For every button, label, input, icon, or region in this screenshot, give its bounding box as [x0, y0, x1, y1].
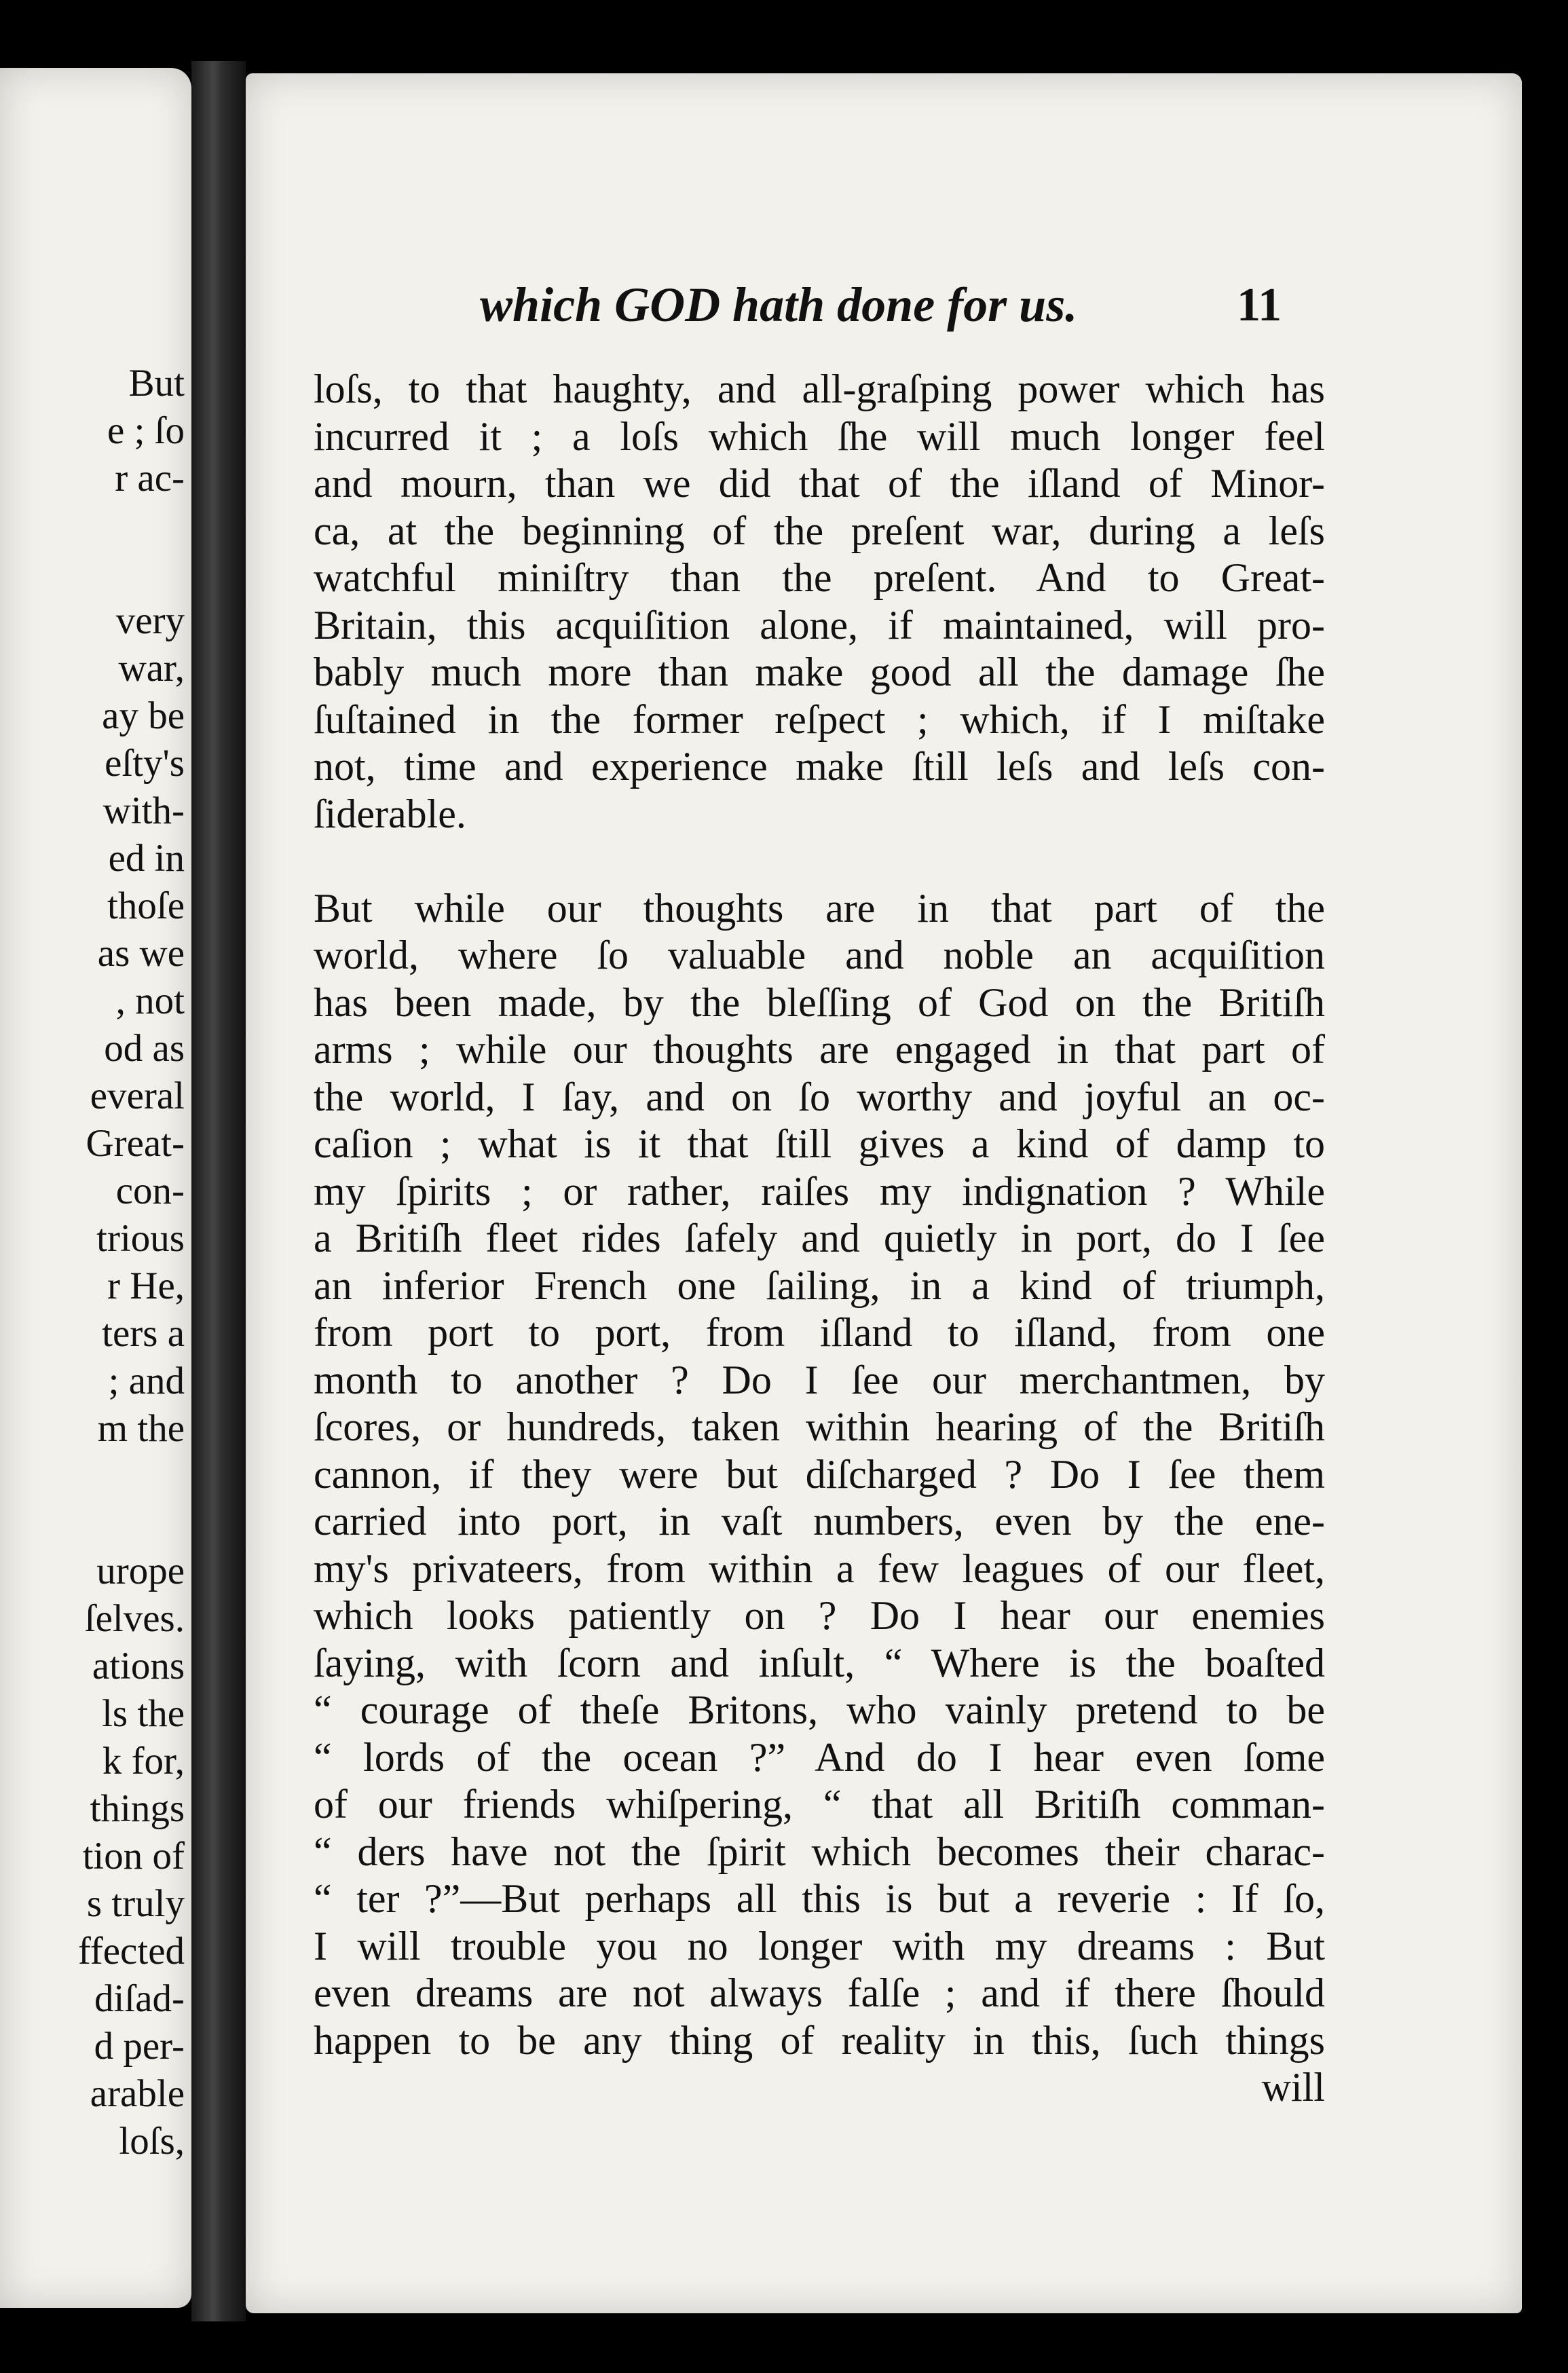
body-text-line: “ courage of theſe Britons, who vainly pretend to be: [314, 1687, 1325, 1732]
left-page-line: ters a: [102, 1312, 185, 1355]
body-text-line: will: [1261, 2065, 1325, 2110]
left-page-line: ay be: [102, 694, 185, 737]
left-page-line: tion of: [82, 1835, 185, 1877]
body-text-line: watchful miniſtry than the preſent. And to Great-: [314, 555, 1325, 600]
body-text-line: and mourn, than we did that of the iſland of Minor-: [314, 461, 1325, 506]
body-text-line: month to another ? Do I ſee our merchantmen, by: [314, 1357, 1325, 1402]
left-page-line: war,: [118, 647, 185, 690]
body-text-line: I will trouble you no longer with my dreams : But: [314, 1923, 1325, 1968]
body-text-line: ſaying, with ſcorn and inſult, “ Where is the boaſted: [314, 1640, 1325, 1685]
body-text-line: my's privateers, from within a few leagues of our fleet,: [314, 1546, 1325, 1591]
body-text-line: from port to port, from iſland to iſland, from one: [314, 1310, 1325, 1355]
left-page-line: loſs,: [119, 2120, 185, 2163]
left-page-line: things: [90, 1787, 185, 1830]
body-text-line: “ ders have not the ſpirit which becomes their charac-: [314, 1829, 1325, 1874]
body-text-line: my ſpirits ; or rather, raiſes my indignation ? While: [314, 1168, 1325, 1214]
left-page-line: od as: [104, 1027, 185, 1070]
left-page: [0, 68, 191, 2308]
book-gutter: [191, 61, 246, 2321]
body-text-line: caſion ; what is it that ſtill gives a kind of damp to: [314, 1121, 1325, 1166]
left-page-line: ls the: [102, 1692, 185, 1735]
left-page-line: d per-: [94, 2025, 185, 2068]
left-page-line: ; and: [108, 1360, 185, 1402]
left-page-line: arable: [90, 2072, 185, 2115]
body-text-line: the world, I ſay, and on ſo worthy and joyful an oc-: [314, 1074, 1325, 1119]
left-page-line: ations: [92, 1645, 185, 1687]
body-text-line: happen to be any thing of reality in this, ſuch things: [314, 2017, 1325, 2063]
left-page-line: , not: [115, 979, 185, 1022]
left-page-line: s truly: [86, 1882, 185, 1925]
left-page-line: m the: [97, 1407, 185, 1450]
body-text-line: an inferior French one ſailing, in a kind of triumph,: [314, 1263, 1325, 1308]
right-page: [246, 73, 1522, 2313]
body-text-line: “ lords of the ocean ?” And do I hear even ſome: [314, 1734, 1325, 1780]
body-text-line: But while our thoughts are in that part of the: [314, 885, 1325, 931]
body-text-line: has been made, by the bleſſing of God on the Britiſh: [314, 979, 1325, 1025]
left-page-line: very: [115, 599, 185, 642]
body-text-line: which looks patiently on ? Do I hear our enemies: [314, 1593, 1325, 1638]
body-text-line: a Britiſh fleet rides ſafely and quietly in port, do I ſee: [314, 1216, 1325, 1260]
body-text-line: cannon, if they were but diſcharged ? Do I ſee them: [314, 1451, 1325, 1497]
running-head: [246, 277, 1522, 331]
running-head-title: which GOD hath done for us.: [480, 278, 1078, 332]
left-page-line: k for,: [102, 1740, 185, 1782]
left-page-line: Great-: [86, 1122, 185, 1165]
left-page-line: diſad-: [94, 1977, 185, 2020]
left-page-line: thoſe: [107, 884, 185, 927]
left-page-line: ffected: [77, 1930, 185, 1973]
left-page-line: ed in: [108, 837, 185, 880]
body-text-line: carried into port, in vaſt numbers, even by the ene-: [314, 1499, 1325, 1544]
left-page-line: trious: [96, 1217, 185, 1260]
left-page-line: with-: [102, 789, 185, 832]
body-text-line: “ ter ?”—But perhaps all this is but a reverie : If ſo,: [314, 1876, 1325, 1921]
body-text-line: ca, at the beginning of the preſent war, during a leſs: [314, 508, 1325, 553]
left-page-line: con-: [115, 1170, 185, 1212]
left-page-line: But: [128, 362, 185, 405]
left-page-line: ſelves.: [84, 1597, 185, 1640]
body-text-line: ſcores, or hundreds, taken within hearing of the Britiſh: [314, 1404, 1325, 1449]
body-text-line: Britain, this acquiſition alone, if maintained, will pro-: [314, 602, 1325, 648]
body-text-line: not, time and experience make ſtill leſs and leſs con-: [314, 744, 1325, 789]
body-text-line: bably much more than make good all the damage ſhe: [314, 650, 1325, 694]
left-page-line: eſty's: [105, 742, 185, 785]
body-text-line: ſiderable.: [314, 791, 466, 836]
left-page-line: r ac-: [115, 457, 185, 500]
left-page-line: r He,: [107, 1265, 185, 1307]
left-page-line: e ; ſo: [107, 409, 185, 452]
body-text-line: incurred it ; a loſs which ſhe will much longer feel: [314, 413, 1325, 459]
body-text-line: loſs, to that haughty, and all-graſping power which has: [314, 367, 1325, 411]
body-text-line: [314, 837, 1325, 884]
left-page-line: as we: [97, 932, 185, 975]
body-text-line: of our friends whiſpering, “ that all Britiſh comman-: [314, 1782, 1325, 1827]
body-text-line: world, where ſo valuable and noble an acquiſition: [314, 933, 1325, 977]
left-page-line: everal: [90, 1075, 185, 1117]
left-page-line: urope: [96, 1550, 185, 1592]
body-text-line: ſuſtained in the former reſpect ; which, if I miſtake: [314, 696, 1325, 742]
page-number: 11: [1237, 279, 1282, 331]
body-text-line: arms ; while our thoughts are engaged in that part of: [314, 1027, 1325, 1072]
body-text-line: even dreams are not always falſe ; and if there ſhould: [314, 1970, 1325, 2015]
